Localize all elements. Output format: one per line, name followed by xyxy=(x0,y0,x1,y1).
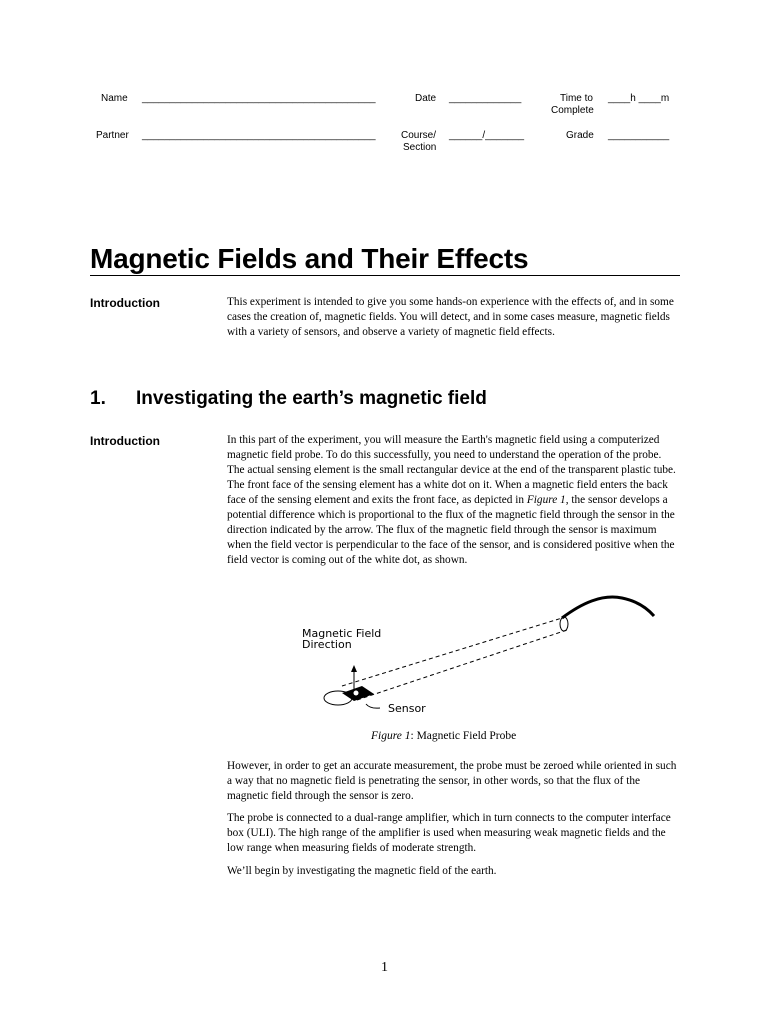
caption-text: : Magnetic Field Probe xyxy=(410,730,517,742)
intro-heading: Introduction xyxy=(90,296,160,310)
time-blank[interactable]: ____h ____m xyxy=(608,93,670,104)
partner-label: Partner xyxy=(96,130,129,141)
page-title: Magnetic Fields and Their Effects xyxy=(90,243,529,274)
section-intro-paragraph xyxy=(227,433,679,568)
figure-label-field-2: Direction xyxy=(302,638,352,651)
para4: We’ll begin by investigating the magnetic field of the earth. xyxy=(227,865,497,877)
course-label-1: Course/ xyxy=(401,130,437,141)
time-label-2: Complete xyxy=(551,105,594,116)
sensor-white-dot xyxy=(354,691,359,696)
course-blank[interactable]: ______/_______ xyxy=(449,130,525,141)
section-number: 1. xyxy=(90,388,106,409)
probe-cable xyxy=(562,597,654,618)
grade-label: Grade xyxy=(566,130,594,141)
tube-edge-bottom xyxy=(357,630,567,700)
title-rule xyxy=(90,275,680,276)
date-blank[interactable]: _____________ xyxy=(449,93,522,104)
name-label: Name xyxy=(101,93,128,104)
field-arrow-head xyxy=(351,665,357,672)
para1-text-b: , the sensor develops a potential difference which is proportional to the flux of the magnetic field through the sensor in the direction indicated by the arrow. The flux of the magnetic field through the sensor is maximum when the field vector is perpendicular to the face of the sensor, and is considered positive when the field vector is coming out of the white dot, as shown. xyxy=(227,494,675,566)
course-label-2: Section xyxy=(403,142,437,153)
partner-blank[interactable]: __________________________________________ xyxy=(142,130,376,141)
intro-text: This experiment is intended to give you some hands-on experience with the effects of, and in some cases the creation of, magnetic fields. You will detect, and in some cases measure, magnetic fields with a variety of sensors, and observe a variety of magnetic field effects. xyxy=(227,296,674,338)
para1-text-a: In this part of the experiment, you will measure the Earth's magnetic field using a computerized magnetic field probe. To do this successfully, you need to understand the operation of the probe. The actual sensing element is the small rectangular device at the end of the transparent plastic tube. The front face of the sensing element has a white dot on it. When a magnetic field enters the back face of the sensing element and exits the front face, as depicted in xyxy=(227,434,676,506)
tube-end xyxy=(560,617,568,631)
sensor-pointer xyxy=(366,704,380,708)
figure-label-field-1: Magnetic Field xyxy=(302,627,382,640)
caption-ref: Figure 1 xyxy=(371,730,411,742)
section-title: Investigating the earth’s magnetic field xyxy=(136,388,487,409)
grade-blank[interactable]: ___________ xyxy=(608,130,670,141)
time-label-1: Time to xyxy=(560,93,593,104)
figure-label-sensor: Sensor xyxy=(388,702,426,715)
name-blank[interactable]: __________________________________________ xyxy=(142,93,376,104)
section-intro-heading: Introduction xyxy=(90,434,160,448)
para3: The probe is connected to a dual-range amplifier, which in turn connects to the computer interface box (ULI). The high range of the amplifier is used when measuring weak magnetic fields and the low range when measuring fields of moderate strength. xyxy=(227,812,671,854)
probe-figure xyxy=(262,588,682,718)
page-number: 1 xyxy=(381,960,388,975)
figure-reference: Figure 1 xyxy=(526,494,566,506)
date-label: Date xyxy=(415,93,437,104)
figure-caption xyxy=(371,730,516,742)
para2: However, in order to get an accurate measurement, the probe must be zeroed while oriented in such a way that no magnetic field is penetrating the sensor, in other words, so that the flux of the magnetic field through the sensor is zero. xyxy=(227,760,677,802)
